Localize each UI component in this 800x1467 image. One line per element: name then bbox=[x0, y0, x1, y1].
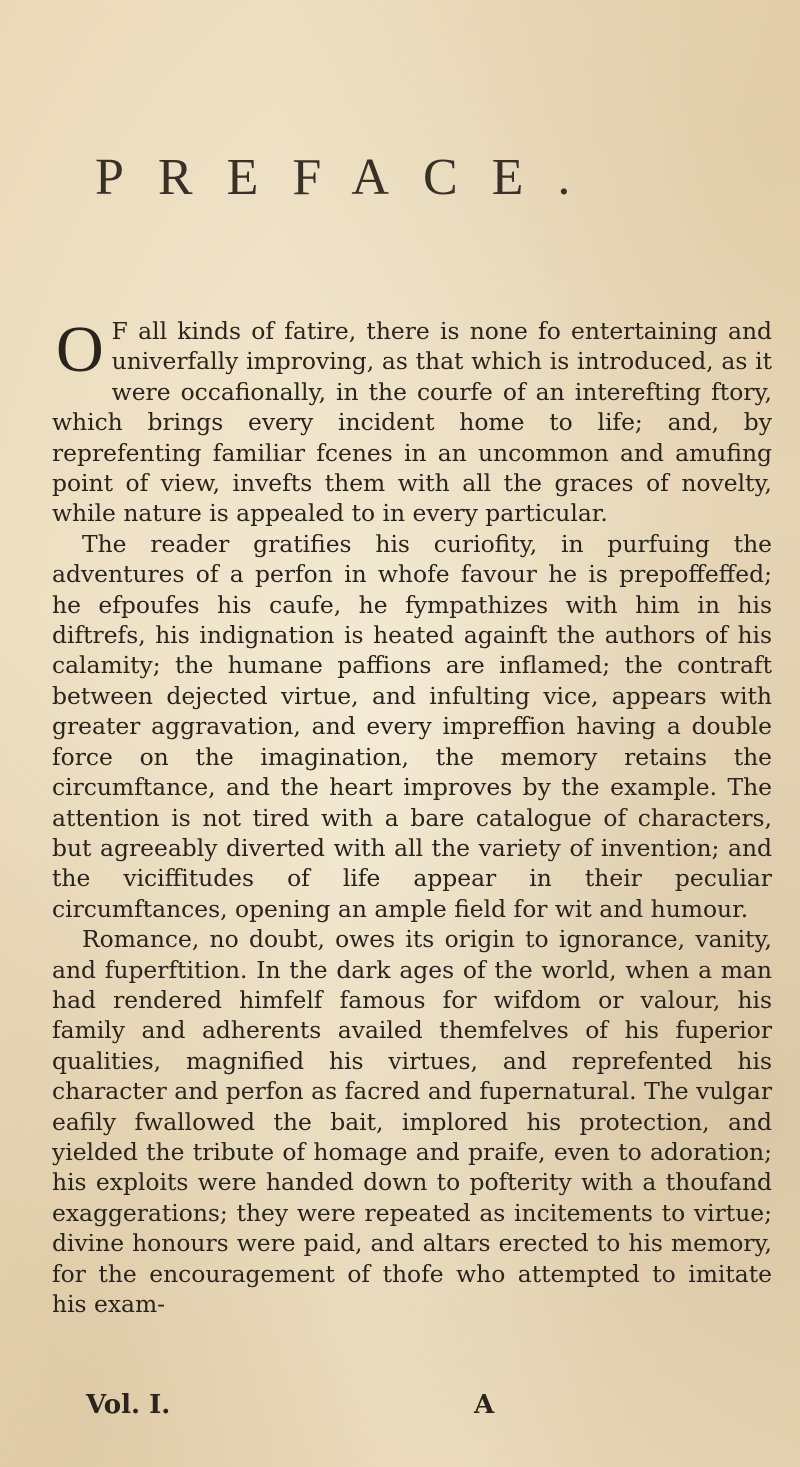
body-text bbox=[52, 313, 772, 1319]
drop-cap: O bbox=[56, 313, 104, 386]
page-footer bbox=[86, 1390, 726, 1430]
page-heading: PREFACE. bbox=[95, 149, 605, 206]
signature-mark: A bbox=[474, 1390, 495, 1420]
paragraph-1-text: F all kinds of fatire, there is none fo entertaining and univerfally improving, as that which is introduced, as it were occafionally, in the courfe of an interefting ftory, which brings every incident home to life; and, by reprefenting familiar fcenes in an uncommon and amufing point of view, invefts them with all the graces of novelty, while nature is appealed to in every particular. bbox=[52, 317, 772, 528]
paragraph-2: The reader gratifies his curiofity, in purfuing the adventures of a perfon in whofe favour he is prepoffeffed; he efpoufes his caufe, he fympathizes with him in his diftrefs, his indignation is heated againft the authors of his calamity; the humane paffions are inflamed; the contraft between dejected virtue, and infulting vice, appears with greater aggravation, and every impreffion having a double force on the imagination, the memory retains the circumftance, and the heart improves by the example. The attention is not tired with a bare catalogue of characters, but agreeably diverted with all the variety of invention; and the viciffitudes of life appear in their peculiar circumftances, opening an ample field for wit and humour. bbox=[52, 529, 772, 923]
paragraph-1 bbox=[52, 313, 772, 529]
volume-label: Vol. I. bbox=[86, 1390, 171, 1420]
paragraph-3: Romance, no doubt, owes its origin to ignorance, vanity, and fuperftition. In the dark ages of the world, when a man had rendered himfelf famous for wifdom or valour, his family and adherents availed themfelves of his fuperior qualities, magnified his virtues, and reprefented his character and perfon as facred and fupernatural. The vulgar eafily fwallowed the bait, implored his protection, and yielded the tribute of homage and praife, even to adoration; his exploits were handed down to pofterity with a thoufand exaggerations; they were repeated as incitements to virtue; divine honours were paid, and altars erected to his memory, for the encouragement of thofe who attempted to imitate his exam- bbox=[52, 925, 772, 1318]
